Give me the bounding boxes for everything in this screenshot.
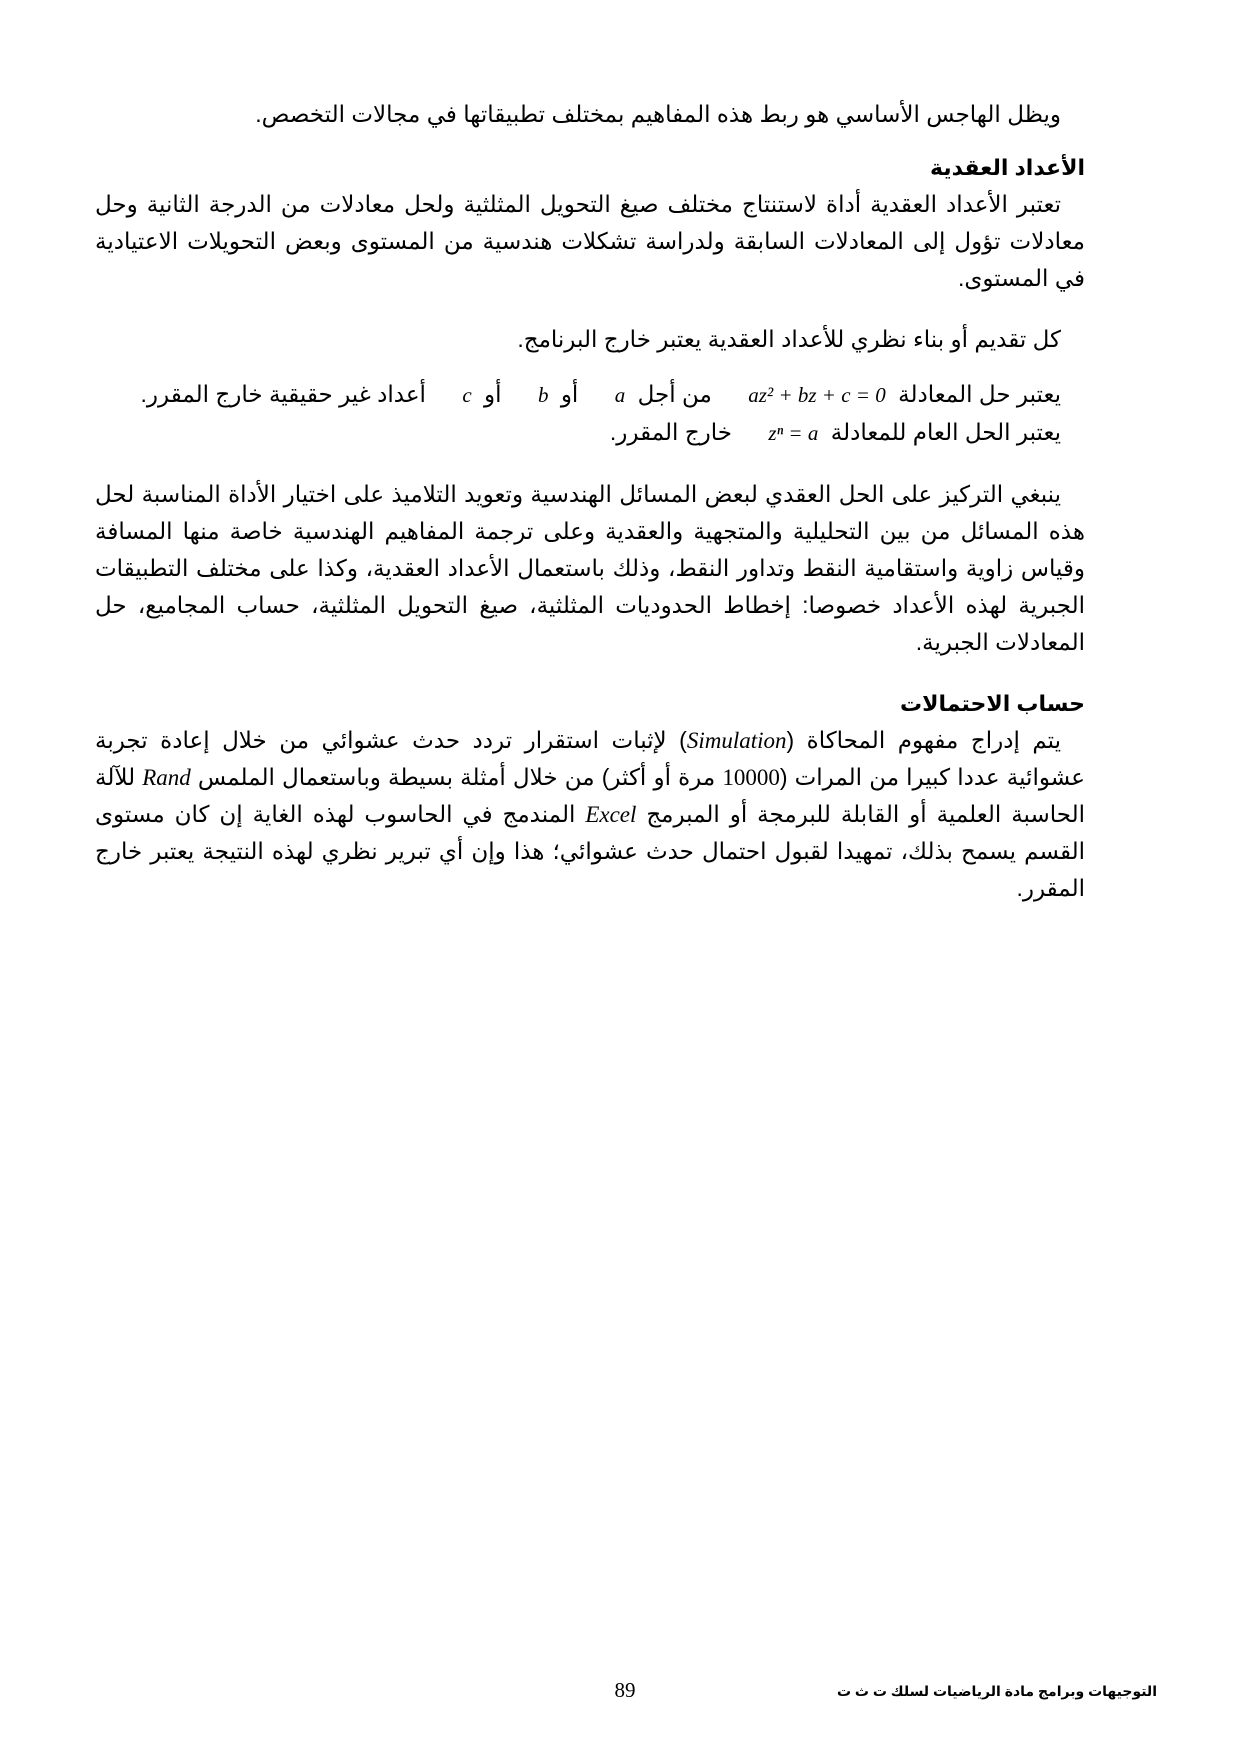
equation-note-or-2: أو (484, 381, 502, 407)
probability-text-4: للآلة الحاسبة العلمية أو القابلة للبرمجة أو المبرمج (95, 764, 1086, 827)
variable-c: c (462, 383, 472, 407)
quadratic-equation: az² + bz + c = 0 (748, 383, 886, 407)
equation-note-before: يعتبر حل المعادلة (898, 381, 1061, 407)
probability-paragraph (95, 722, 1085, 907)
general-solution-after: خارج المقرر. (609, 419, 732, 445)
complex-numbers-heading: الأعداد العقدية (930, 155, 1085, 180)
rand-key: Rand (142, 765, 191, 790)
variable-b: b (537, 383, 549, 407)
excel-software: Excel (585, 802, 637, 827)
intro-line: ويظل الهاجس الأساسي هو ربط هذه المفاهيم بمختلف تطبيقاتها في مجالات التخصص. (255, 101, 1061, 127)
repetition-count: 10000 (722, 765, 780, 790)
probability-text-2: ) لإثبات استقرار تردد حدث عشوائي من خلال إعادة تجربة عشوائية عددا كبيرا من المرات ( (95, 727, 1085, 790)
equation-note-from: من أجل (637, 381, 712, 407)
general-solution-before: يعتبر الحل العام للمعادلة (830, 419, 1061, 445)
probability-text-5: المندمج في الحاسوب لهذه الغاية إن كان مستوى القسم يسمح بذلك، تمهيدا لقبول احتمال حدث عشوائي؛ هذا وإن أي تبرير نظري لهذه النتيجة يعتبر خارج المقرر. (95, 801, 1085, 901)
equation-note-after: أعداد غير حقيقية خارج المقرر. (140, 381, 426, 407)
equation-note (95, 376, 1085, 414)
probability-heading: حساب الاحتمالات (900, 691, 1085, 716)
probability-text-3: مرة أو أكثر) من خلال أمثلة بسيطة وباستعمال الملمس (190, 764, 723, 790)
variable-a: a (614, 383, 626, 407)
probability-text-1: يتم إدراج مفهوم المحاكاة ( (786, 727, 1061, 753)
theory-note: كل تقديم أو بناء نظري للأعداد العقدية يعتبر خارج البرنامج. (517, 326, 1061, 352)
page-number: 89 (614, 1678, 636, 1702)
footer-title: التوجيهات وبرامج مادة الرياضيات لسلك ت ث ت (836, 1683, 1157, 1699)
general-solution-note (95, 414, 1085, 452)
simulation-term: Simulation (686, 728, 787, 753)
focus-paragraph: ينبغي التركيز على الحل العقدي لبعض المسائل الهندسية وتعويد التلاميذ على اختيار الأداة المناسبة لحل هذه المسائل من بين التحليلية والمتجهية والعقدية وعلى ترجمة المفاهيم الهندسية خاصة منها المسافة وقياس زاوية واستقامية النقط وتداور النقط، وذلك باستعمال الأعداد العقدية، وكذا على مختلف التطبيقات الجبرية لهذه الأعداد خصوصا: إخطاط الحدوديات المثلثية، صيغ التحويل المثلثية، حساب المجاميع، حل المعادلات الجبرية. (95, 481, 1085, 655)
equation-note-or-1: أو (560, 381, 579, 407)
complex-numbers-paragraph: تعتبر الأعداد العقدية أداة لاستنتاج مختلف صيغ التحويل المثلثية ولحل معادلات من الدرجة الثانية وحل معادلات تؤول إلى المعادلات السابقة ولدراسة تشكلات هندسية من المستوى وبعض التحويلات الاعتيادية في المستوى. (95, 191, 1085, 291)
power-equation: zⁿ = a (768, 421, 819, 445)
page-content (95, 96, 1085, 907)
